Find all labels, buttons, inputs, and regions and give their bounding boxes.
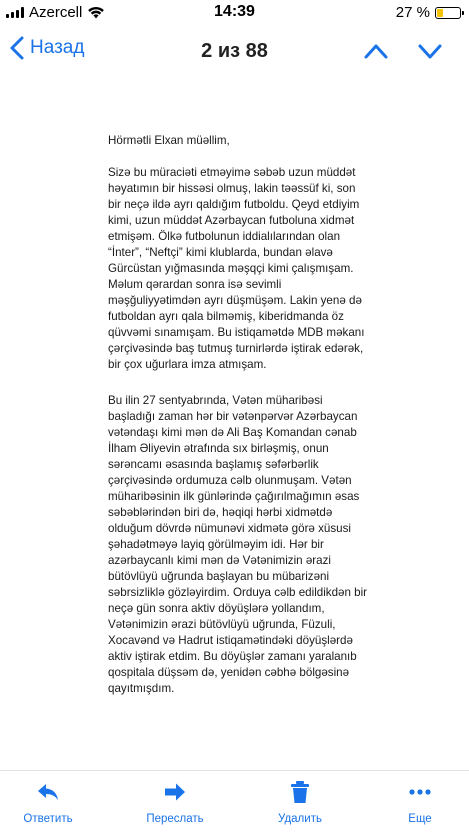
trash-icon	[287, 779, 313, 805]
reply-icon	[35, 779, 61, 805]
status-time: 14:39	[214, 3, 255, 20]
bottom-toolbar	[0, 770, 469, 835]
message-paragraph: Sizə bu müraciəti etməyimə səbəb uzun müddət həyatımın bir hissəsi olmuş, lakin təəssüf ki, son bir neçə ildə ayrı qaldığım futboldu. Qeyd etdiyim kimi, uzun müddət Azərbaycan futboluna xidmət etmişəm. Ölkə futbolunun iddialılarından olan “İnter”, “Neftçi” kimi klublarda, bundan əlavə Gürcüstan yığmasında məşqçi kimi çalışmışam. Məlum qərardan sonra isə sevimli məşğuliyyətimdən ayrı düşmüşəm. Lakin yenə də futboldan ayrı qala bilməmiş, kiberidmanda öz qüvvəmi sınamışam. Bu istiqamətdə MDB məkanı çərçivəsində baş tutmuş turnirlərdə iştirak edərək, bir çox uğurlara imza atmışam.	[108, 166, 365, 371]
status-right	[396, 4, 461, 21]
delete-label: Удалить	[278, 813, 322, 825]
reply-button[interactable]	[3, 779, 93, 825]
reply-label: Ответить	[23, 813, 73, 825]
chevron-left-icon	[10, 36, 24, 60]
message-greeting: Hörmətli Elxan müəllim,	[108, 134, 230, 147]
battery-level-fill	[437, 9, 443, 17]
battery-icon	[435, 7, 461, 19]
message-counter: 2 из 88	[201, 40, 268, 62]
forward-label: Переслать	[146, 813, 204, 825]
nav-bar	[0, 26, 469, 78]
delete-button[interactable]	[255, 779, 345, 825]
battery-percent: 27 %	[395, 4, 430, 21]
carrier-name: Azercell	[29, 4, 83, 21]
more-button[interactable]	[375, 779, 465, 825]
status-bar	[0, 0, 469, 26]
forward-button[interactable]	[130, 779, 220, 825]
chevron-up-icon[interactable]	[364, 42, 388, 60]
more-icon	[407, 779, 433, 805]
more-label: Еще	[408, 813, 432, 825]
back-label: Назад	[30, 37, 85, 58]
chevron-down-icon[interactable]	[418, 42, 442, 60]
forward-icon	[162, 779, 188, 805]
back-button[interactable]	[10, 36, 84, 60]
message-paragraph: Bu ilin 27 sentyabrında, Vətən müharibəsi başladığı zaman hər bir vətənpərvər Azərbaycan vətəndaşı kimi mən də Ali Baş Komandan cənab İlham Əliyevin ətrafında sıx birləşmiş, onun sərəncamı əsasında başlamış səfərbərlik çərçivəsində ordumuza cəlb olunmuşam. Vətən müharibəsinin ilk günlərində çağırılmağımın əsas səbəblərindən biri də, həqiqi hərbi xidmətdə olduğum dövrdə nümunəvi xidmətə görə xüsusi şəhadətməyə layiq görülməyim idi. Hər bir azərbaycanlı kimi mən də Vətənimizin ərazi bütövlüyü uğrunda başlayan bu mübarizəni səbrsizliklə gözləyirdim. Orduya cəlb edildikdən bir neçə gün sonra aktiv döyüşlərə yollandım, Vətənimizin ərazi bütövlüyü uğrunda, Füzuli, Xocavənd və Hadrut istiqamətindəki döyüşlərdə aktiv iştirak etdim. Bu döyüşlər zamanı yaralanıb qospitala düşsəm də, yenidən cəbhə bölgəsinə qayıtmışdım.	[108, 394, 368, 695]
message-body	[108, 133, 368, 717]
